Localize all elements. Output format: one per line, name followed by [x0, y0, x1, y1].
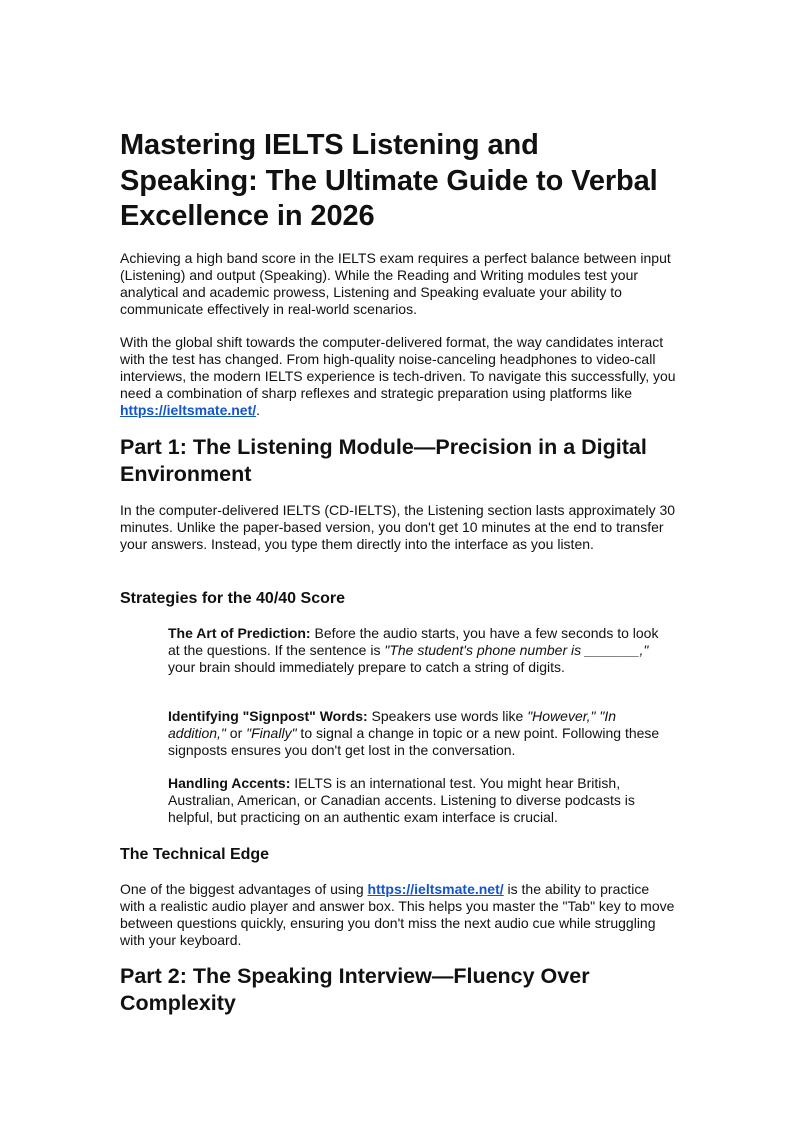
- strategy-prediction-text: Before the audio starts, you have a few seconds to look at the questions. If the sentence is: [168, 625, 659, 658]
- ieltsmate-link[interactable]: https://ieltsmate.net/: [120, 402, 257, 418]
- intro-paragraph-2: [120, 334, 676, 419]
- ieltsmate-link-2[interactable]: https://ieltsmate.net/: [367, 881, 504, 897]
- strategy-signpost-text-2: or: [225, 725, 247, 741]
- part1-heading: Part 1: The Listening Module—Precision in a Digital Environment: [120, 435, 647, 486]
- technical-edge-text: One of the biggest advantages of using: [120, 881, 368, 897]
- strategy-prediction: [168, 625, 674, 676]
- strategy-accents-label: Handling Accents:: [168, 775, 291, 791]
- technical-edge-paragraph: [120, 881, 676, 949]
- intro-paragraph-2-end: .: [256, 402, 261, 418]
- strategy-prediction-label: The Art of Prediction:: [168, 625, 311, 641]
- part1-paragraph: In the computer-delivered IELTS (CD-IELTS), the Listening section lasts approximately 30 minutes. Unlike the paper-based version, you don't get 10 minutes at the end to transfer your answers. Instead, you type them directly into the interface as you listen.: [120, 502, 676, 552]
- strategy-accents: [168, 775, 674, 826]
- strategy-signpost-example-2: "Finally": [246, 725, 297, 741]
- intro-paragraph-1: Achieving a high band score in the IELTS exam requires a perfect balance between input (Listening) and output (Speaking). While the Reading and Writing modules test your analytical and academic prowess, Listening and Speaking evaluate your ability to communicate effectively in real-world scenarios.: [120, 250, 671, 317]
- technical-edge-heading: The Technical Edge: [120, 846, 270, 863]
- strategy-signpost: [168, 708, 674, 759]
- part2-heading: Part 2: The Speaking Interview—Fluency Over Complexity: [120, 964, 590, 1015]
- strategy-signpost-text-end: to signal a change in topic or a new point. Following these signposts ensures you don't get lost in the conversation.: [168, 725, 660, 758]
- technical-edge-text-end: is the ability to practice with a realistic audio player and answer box. This helps you master the "Tab" key to move between questions quickly, ensuring you don't miss the next audio cue while struggling with your keyboard.: [120, 881, 675, 948]
- strategy-prediction-example: "The student's phone number is _______,": [384, 642, 649, 658]
- strategy-prediction-text-end: your brain should immediately prepare to catch a string of digits.: [168, 659, 565, 675]
- strategy-signpost-text: Speakers use words like: [367, 708, 528, 724]
- intro-paragraph-2-text: With the global shift towards the computer-delivered format, the way candidates interact with the test has changed. From high-quality noise-canceling headphones to video-call interviews, the modern IELTS experience is tech-driven. To navigate this successfully, you need a combination of sharp reflexes and strategic preparation using platforms like: [120, 334, 676, 401]
- strategy-accents-text: IELTS is an international test. You might hear British, Australian, American, or Canadian accents. Listening to diverse podcasts is helpful, but practicing on an authentic exam interface is crucial.: [168, 775, 635, 825]
- strategies-heading: Strategies for the 40/40 Score: [120, 590, 345, 607]
- strategy-signpost-example-1: "However," "In addition,": [168, 708, 617, 741]
- article-title: Mastering IELTS Listening and Speaking: The Ultimate Guide to Verbal Excellence in 2026: [120, 129, 658, 232]
- strategy-signpost-label: Identifying "Signpost" Words:: [168, 708, 368, 724]
